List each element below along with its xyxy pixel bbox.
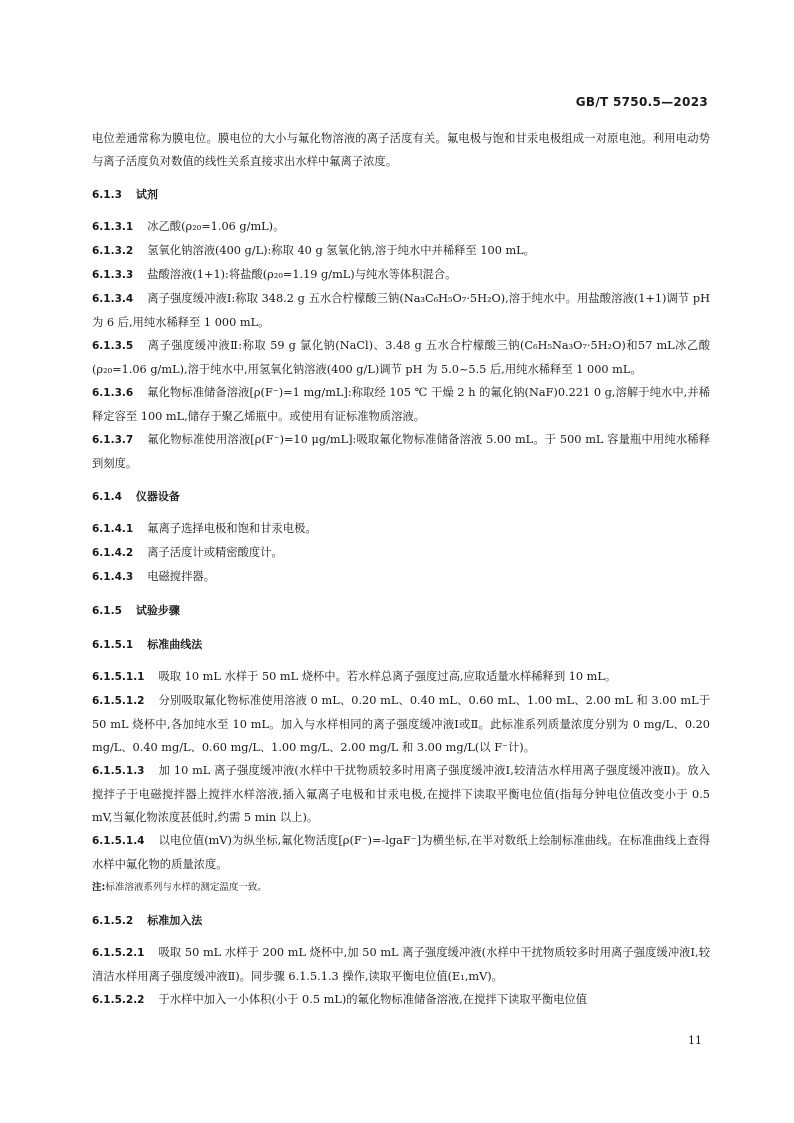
item-text: 氟离子选择电极和饱和甘汞电极。	[147, 522, 317, 535]
procedure-step	[92, 941, 710, 988]
section-title: 仪器设备	[135, 490, 180, 503]
item-number: 6.1.5.1.4	[92, 835, 145, 847]
section-title: 试验步骤	[135, 604, 180, 617]
reagent-item	[92, 263, 710, 287]
standard-code: GB/T 5750.5—2023	[575, 95, 708, 109]
item-number: 6.1.3.6	[92, 387, 134, 399]
procedure-step	[92, 665, 710, 689]
item-text: 电磁搅拌器。	[147, 570, 215, 583]
section-number: 6.1.4	[92, 491, 122, 503]
section-heading-6-1-5	[92, 599, 710, 623]
item-number: 6.1.3.4	[92, 293, 134, 305]
item-text: 离子活度计或精密酸度计。	[147, 546, 283, 559]
item-number: 6.1.3.1	[92, 221, 134, 233]
section-title: 标准曲线法	[147, 638, 203, 651]
section-heading-6-1-4	[92, 485, 710, 509]
equipment-item	[92, 541, 710, 565]
reagent-item	[92, 428, 710, 475]
item-text: 于水样中加入一小体积(小于 0.5 mL)的氟化物标准储备溶液,在搅拌下读取平衡电位值	[158, 993, 588, 1006]
intro-paragraph: 电位差通常称为膜电位。膜电位的大小与氟化物溶液的离子活度有关。氟电极与饱和甘汞电极组成一对原电池。利用电动势与离子活度负对数值的线性关系直接求出水样中氟离子浓度。	[92, 132, 710, 168]
item-text: 氟化物标准储备溶液[ρ(F⁻)=1 mg/mL]:称取经 105 ℃ 干燥 2 h 的氟化钠(NaF)0.221 0 g,溶解于纯水中,并稀释定容至 100 mL,储存于聚乙烯瓶中。或使用有证标准物质溶液。	[92, 386, 710, 423]
equipment-item	[92, 517, 710, 541]
item-number: 6.1.5.1.3	[92, 765, 145, 777]
item-number: 6.1.4.2	[92, 547, 134, 559]
item-text: 加 10 mL 离子强度缓冲液(水样中干扰物质较多时用离子强度缓冲液Ⅰ,较清洁水样用离子强度缓冲液Ⅱ)。放入搅拌子于电磁搅拌器上搅拌水样溶液,插入氟离子电极和甘汞电极,在搅拌下读取平衡电位值(指每分钟电位值改变小于 0.5 mV,当氟化物浓度甚低时,约需 5 min 以上)。	[92, 764, 710, 824]
note-label: 注:	[92, 882, 106, 893]
page-number: 11	[688, 1034, 702, 1047]
item-number: 6.1.3.2	[92, 245, 134, 257]
item-number: 6.1.3.5	[92, 340, 134, 352]
reagent-item	[92, 381, 710, 428]
item-number: 6.1.4.1	[92, 523, 134, 535]
item-text: 冰乙酸(ρ₂₀=1.06 g/mL)。	[147, 220, 285, 233]
section-heading-6-1-3	[92, 183, 710, 207]
reagent-item	[92, 334, 710, 381]
procedure-step	[92, 988, 710, 1012]
item-text: 以电位值(mV)为纵坐标,氟化物活度[ρ(F⁻)=-lgaF⁻]为横坐标,在半对数纸上绘制标准曲线。在标准曲线上查得水样中氟化物的质量浓度。	[92, 834, 710, 871]
section-number: 6.1.5.2	[92, 915, 134, 927]
item-text: 氟化物标准使用溶液[ρ(F⁻)=10 μg/mL]:吸取氟化物标准储备溶液 5.00 mL。于 500 mL 容量瓶中用纯水稀释到刻度。	[92, 433, 710, 470]
reagent-item	[92, 239, 710, 263]
item-text: 吸取 10 mL 水样于 50 mL 烧杯中。若水样总离子强度过高,应取适量水样稀释到 10 mL。	[158, 670, 617, 683]
section-heading-6-1-5-1	[92, 633, 710, 657]
item-number: 6.1.5.2.1	[92, 947, 145, 959]
item-text: 离子强度缓冲液Ⅱ:称取 59 g 氯化钠(NaCl)、3.48 g 五水合柠檬酸三钠(C₆H₅Na₃O₇·5H₂O)和57 mL冰乙酸(ρ₂₀=1.06 g/mL),溶于纯水中,用氢氧化钠溶液(400 g/L)调节 pH 为 5.0~5.5 后,用纯水稀释至 1 000 mL。	[92, 339, 710, 376]
item-text: 分别吸取氟化物标准使用溶液 0 mL、0.20 mL、0.40 mL、0.60 mL、1.00 mL、2.00 mL 和 3.00 mL于 50 mL 烧杯中,各加纯水至 10 mL。加入与水样相同的离子强度缓冲液Ⅰ或Ⅱ。此标准系列质量浓度分别为 0 mg/L、0.20 mg/L、0.40 mg/L、0.60 mg/L、1.00 mg/L、2.00 mg/L 和 3.00 mg/L(以 F⁻计)。	[92, 694, 710, 754]
procedure-step	[92, 759, 710, 829]
item-text: 离子强度缓冲液Ⅰ:称取 348.2 g 五水合柠檬酸三钠(Na₃C₆H₅O₇·5H₂O),溶于纯水中。用盐酸溶液(1+1)调节 pH 为 6 后,用纯水稀释至 1 000 mL。	[92, 292, 710, 329]
item-number: 6.1.3.3	[92, 269, 134, 281]
reagent-item	[92, 287, 710, 334]
item-number: 6.1.4.3	[92, 571, 134, 583]
item-number: 6.1.5.1.2	[92, 695, 145, 707]
item-number: 6.1.3.7	[92, 434, 134, 446]
procedure-step	[92, 689, 710, 759]
item-text: 氢氧化钠溶液(400 g/L):称取 40 g 氢氧化钠,溶于纯水中并稀释至 100 mL。	[147, 244, 535, 257]
section-title: 标准加入法	[147, 914, 203, 927]
item-number: 6.1.5.1.1	[92, 671, 145, 683]
equipment-item	[92, 565, 710, 589]
item-number: 6.1.5.2.2	[92, 994, 145, 1006]
note-text: 标准溶液系列与水样的测定温度一致。	[105, 882, 267, 893]
section-number: 6.1.5.1	[92, 639, 134, 651]
note	[92, 876, 710, 899]
section-number: 6.1.5	[92, 605, 122, 617]
document-body	[92, 127, 710, 1012]
item-text: 吸取 50 mL 水样于 200 mL 烧杯中,加 50 mL 离子强度缓冲液(水样中干扰物质较多时用离子强度缓冲液Ⅰ,较清洁水样用离子强度缓冲液Ⅱ)。同步骤 6.1.5.1.3 操作,读取平衡电位值(E₁,mV)。	[92, 946, 710, 983]
section-heading-6-1-5-2	[92, 909, 710, 933]
section-title: 试剂	[135, 188, 158, 201]
item-text: 盐酸溶液(1+1):将盐酸(ρ₂₀=1.19 g/mL)与纯水等体积混合。	[147, 268, 457, 281]
procedure-step	[92, 829, 710, 876]
section-number: 6.1.3	[92, 189, 122, 201]
reagent-item	[92, 215, 710, 239]
